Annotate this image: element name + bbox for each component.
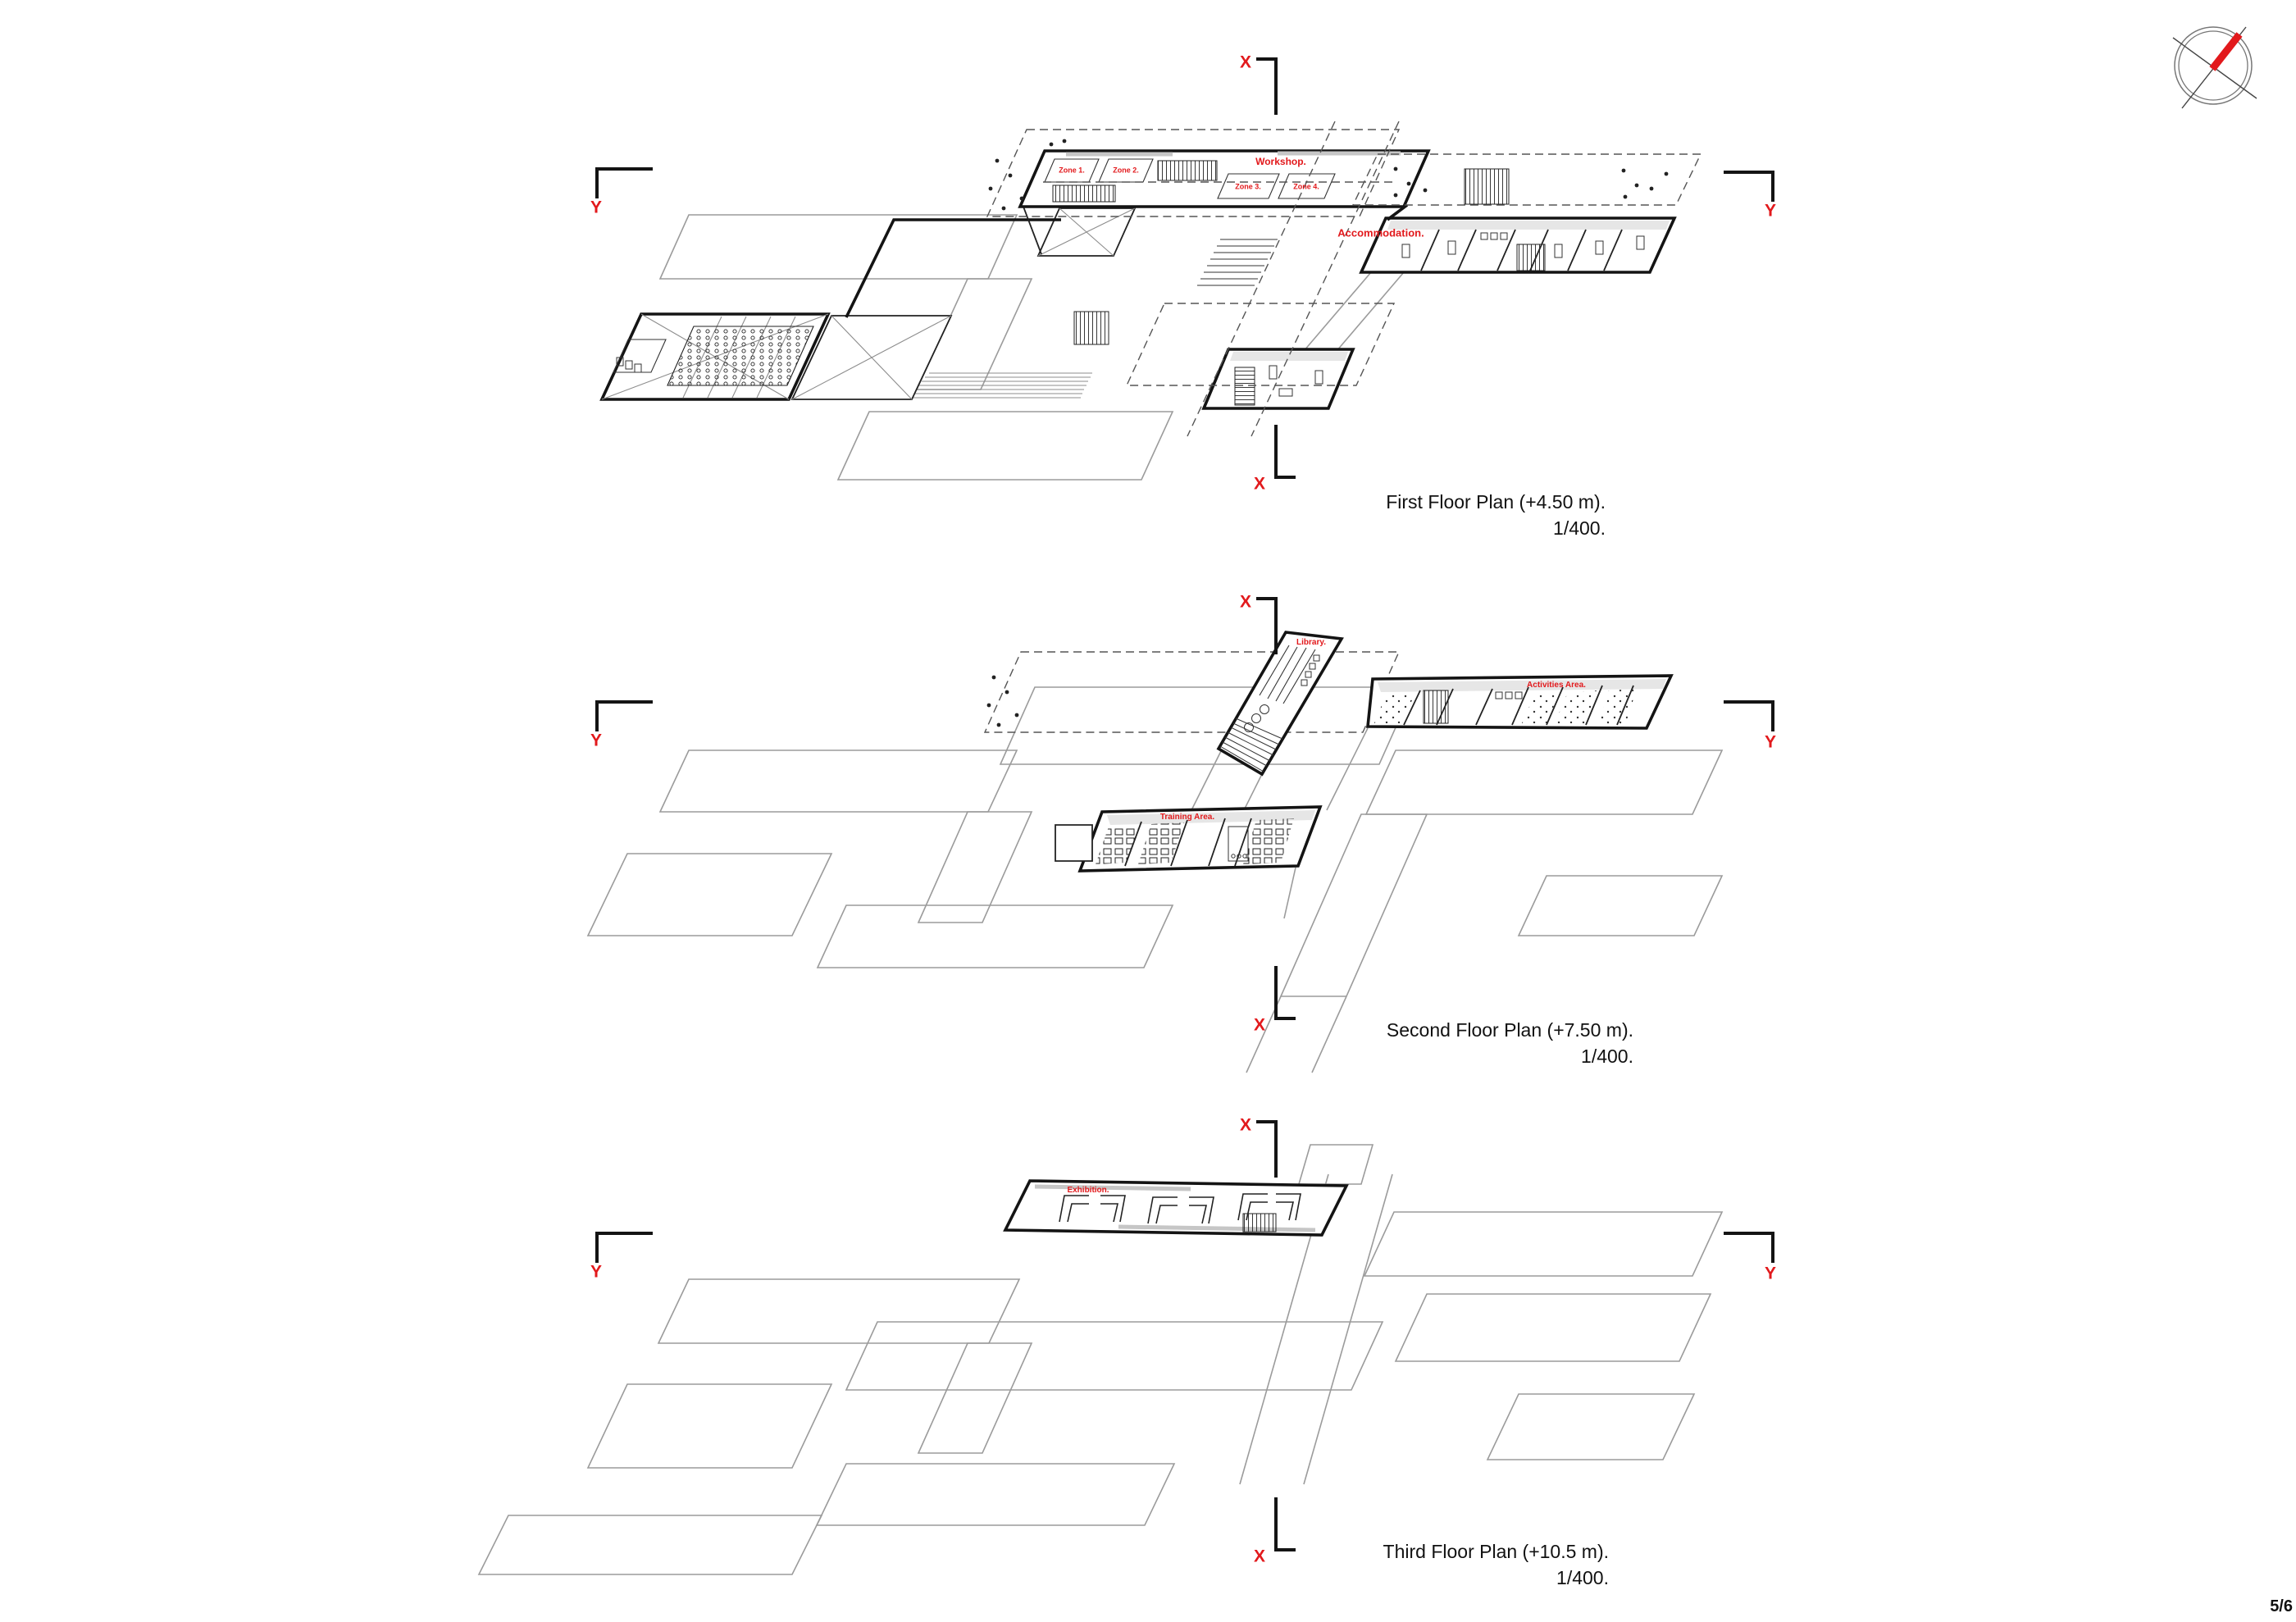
section-marker-y-left-2: Y: [590, 731, 603, 750]
second-floor-plan-drawing: [588, 599, 1773, 1073]
plan-title-line: Third Floor Plan (+10.5 m).: [1383, 1541, 1609, 1562]
label-zone-4: Zone 4.: [1293, 182, 1319, 191]
section-marker-y-right-3: Y: [1764, 1264, 1777, 1283]
corridor-block: [846, 207, 1135, 317]
third-floor-plan-title: [1383, 1538, 1609, 1591]
stair: [1053, 185, 1115, 202]
section-marker-y-left-3: Y: [590, 1262, 603, 1282]
plan-scale-line: 1/400.: [1581, 1046, 1633, 1067]
label-activities-area: Activities Area.: [1527, 681, 1586, 690]
section-marker-y-left-1: Y: [590, 198, 603, 217]
section-marker-x-top-2: X: [1239, 592, 1252, 612]
plan-scale-line: 1/400.: [1556, 1567, 1609, 1588]
entry-steps: [906, 373, 1092, 398]
court-stair: [1074, 312, 1109, 344]
stair: [1235, 367, 1255, 405]
third-floor-plan-drawing: [479, 1122, 1773, 1574]
stair: [1424, 690, 1448, 723]
label-accommodation: Accommodation.: [1337, 226, 1424, 239]
label-zone-3: Zone 3.: [1235, 182, 1261, 191]
stair: [1517, 244, 1545, 271]
stair: [1243, 1214, 1276, 1232]
first-floor-plan-title: [1386, 489, 1606, 541]
activities-area-wing: [1368, 676, 1671, 728]
second-roof-dashed: [985, 652, 1399, 732]
plan-title-line: Second Floor Plan (+7.50 m).: [1386, 1019, 1633, 1041]
plan-scale-line: 1/400.: [1553, 517, 1606, 539]
stair: [1158, 161, 1217, 180]
section-marker-y-right-2: Y: [1764, 732, 1777, 752]
section-marker-y-right-1: Y: [1764, 201, 1777, 221]
accommodation-room-block: [1204, 349, 1353, 408]
roof-stair: [1465, 169, 1509, 204]
stair: [1055, 825, 1092, 861]
label-exhibition: Exhibition.: [1067, 1186, 1109, 1195]
north-arrow-icon: [2212, 34, 2239, 69]
page-number: 5/6: [2270, 1597, 2293, 1615]
label-library: Library.: [1296, 638, 1326, 647]
section-marker-x-bottom-2: X: [1253, 1015, 1266, 1035]
section-marker-x-bottom-3: X: [1253, 1547, 1266, 1566]
library-bar: [1219, 632, 1342, 774]
ramp-stair: [1197, 239, 1278, 285]
auditorium: [602, 314, 828, 399]
label-zone-2: Zone 2.: [1113, 166, 1139, 175]
north-arrow-compass: [2173, 27, 2257, 108]
section-marker-x-bottom-1: X: [1253, 474, 1266, 494]
section-marker-x-top-3: X: [1239, 1115, 1252, 1135]
auditorium-seating: [667, 326, 813, 385]
second-floor-plan-title: [1387, 1017, 1633, 1069]
exhibition-bar: [1005, 1181, 1346, 1235]
second-floor-underlay: [588, 687, 1722, 1073]
label-workshop: Workshop.: [1255, 156, 1306, 167]
label-zone-1: Zone 1.: [1059, 166, 1085, 175]
section-marker-x-top-1: X: [1239, 52, 1252, 72]
label-training-area: Training Area.: [1159, 813, 1215, 822]
first-floor-plan-drawing: [597, 59, 1773, 480]
plan-title-line: First Floor Plan (+4.50 m).: [1386, 491, 1606, 513]
